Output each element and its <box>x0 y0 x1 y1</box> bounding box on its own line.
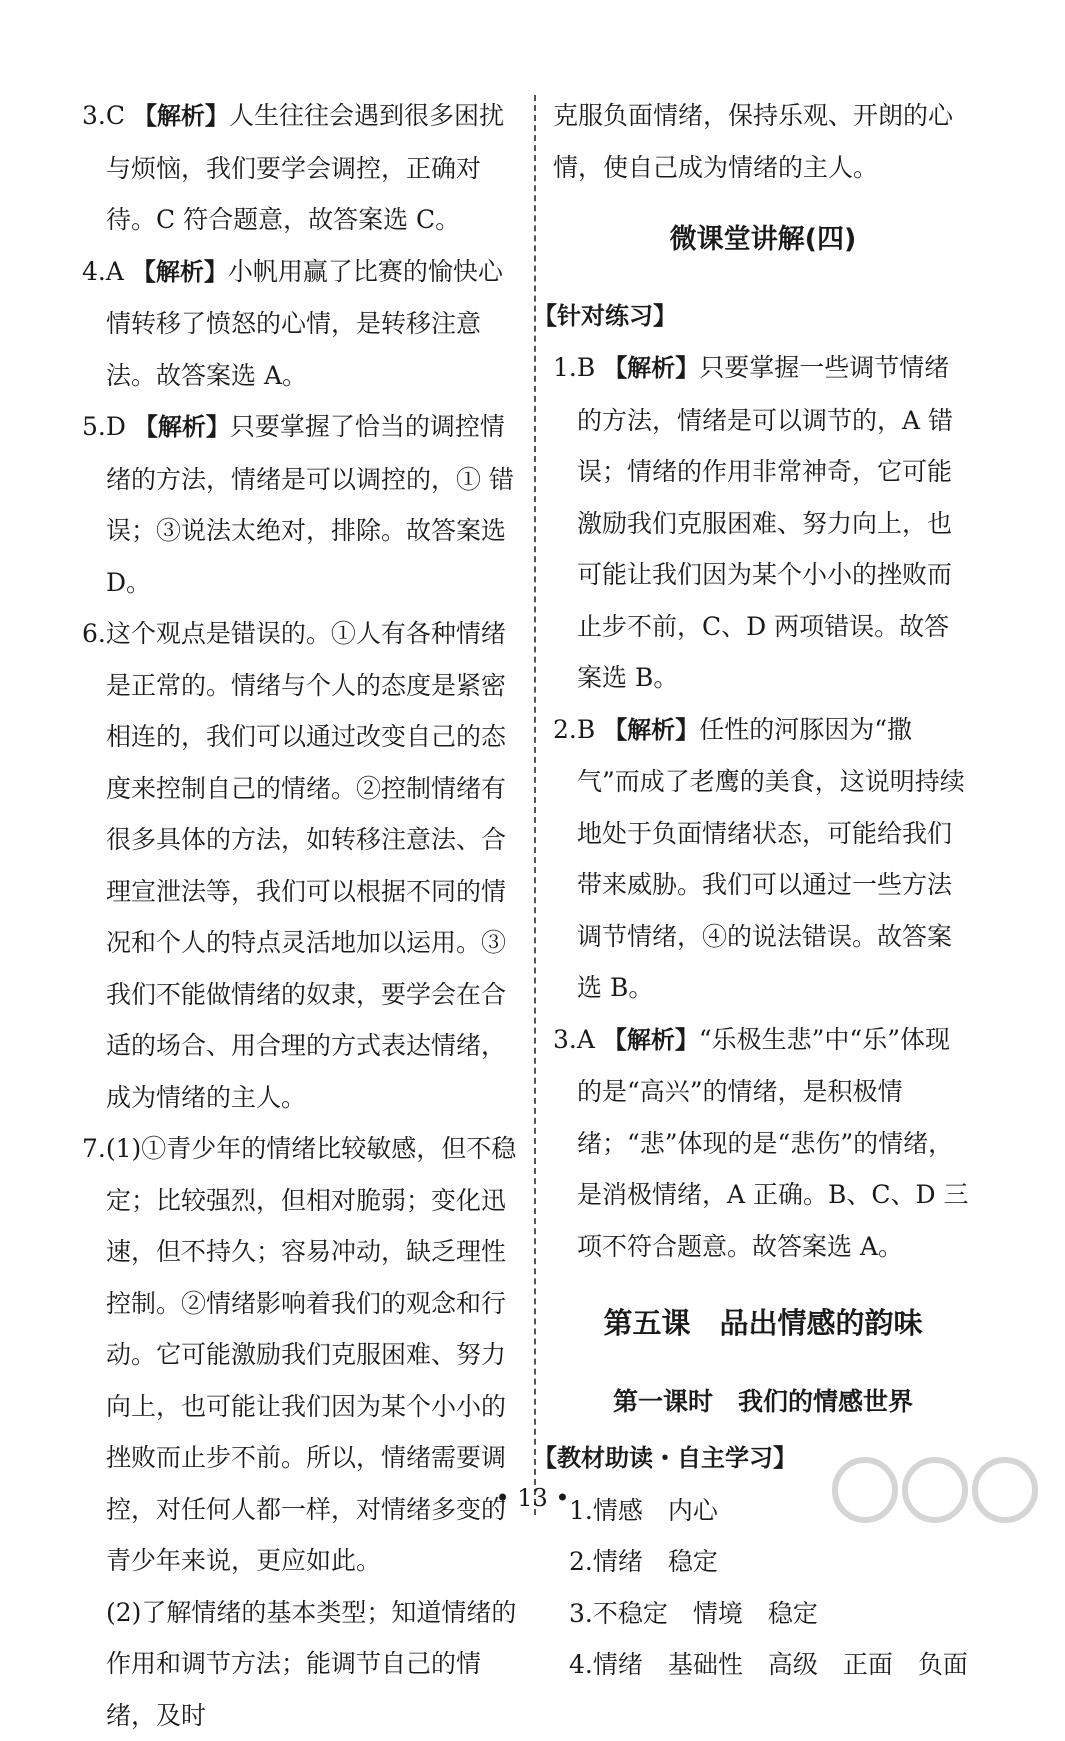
section-title: 微课堂讲解(四) <box>553 214 973 266</box>
question-7-part-2: (2)了解情绪的基本类型；知道情绪的作用和调节方法；能调节自己的情绪，及时 <box>82 1587 518 1741</box>
answer-3: 3.不稳定 情境 稳定 <box>553 1588 973 1640</box>
question-6: 6.这个观点是错误的。①人有各种情绪是正常的。情绪与个人的态度是紧密相连的，我们可以通过改变自己的态度来控制自己的情绪。②控制情绪有很多具体的方法，如转移注意法、合理宣泄法等，我们可以根据不同的情况和个人的特点灵活地加以运用。③我们不能做情绪的奴隶，要学会在合适的场合、用合理的方式表达情绪，成为情绪的主人。 <box>82 608 518 1123</box>
practice-2: 2.B 【解析】任性的河豚因为“撒气”而成了老鹰的美食，这说明持续地处于负面情绪状态，可能给我们带来威胁。我们可以通过一些方法调节情绪，④的说法错误。故答案选 B。 <box>553 704 973 1014</box>
answer-2: 2.情绪 稳定 <box>553 1536 973 1588</box>
page-number: • 13 • <box>0 1484 1065 1512</box>
question-4: 4.A 【解析】小帆用赢了比赛的愉快心情转移了愤怒的心情，是转移注意法。故答案选 A。 <box>82 246 518 402</box>
question-5: 5.D 【解析】只要掌握了恰当的调控情绪的方法，情绪是可以调控的，① 错误；③说法太绝对，排除。故答案选 D。 <box>82 401 518 608</box>
period-title: 第一课时 我们的情感世界 <box>553 1376 973 1428</box>
practice-1: 1.B 【解析】只要掌握一些调节情绪的方法，情绪是可以调节的，A 错误；情绪的作用非常神奇，它可能激励我们克服困难、努力向上，也可能让我们因为某个小小的挫败而止步不前，C、D 两项错误。故答案选 B。 <box>553 342 973 704</box>
answer-4: 4.情绪 基础性 高级 正面 负面 <box>553 1639 973 1691</box>
study-label: 【教材助读・自主学习】 <box>533 1433 973 1485</box>
practice-3: 3.A 【解析】“乐极生悲”中“乐”体现的是“高兴”的情绪，是积极情绪；“悲”体现的是“悲伤”的情绪，是消极情绪，A 正确。B、C、D 三项不符合题意。故答案选 A。 <box>553 1014 973 1273</box>
question-7: 7.(1)①青少年的情绪比较敏感，但不稳定；比较强烈，但相对脆弱；变化迅速，但不持久；容易冲动，缺乏理性控制。②情绪影响着我们的观念和行动。它可能激励我们克服困难、努力向上，也可能让我们因为某个小小的挫败而止步不前。所以，情绪需要调控，对任何人都一样，对情绪多变的青少年来说，更应如此。 <box>82 1123 518 1587</box>
continuation-text: 克服负面情绪，保持乐观、开朗的心情，使自己成为情绪的主人。 <box>553 90 973 193</box>
lesson-title: 第五课 品出情感的韵味 <box>553 1298 973 1350</box>
practice-label: 【针对练习】 <box>533 291 973 343</box>
answer-1: 1.情感 内心 <box>553 1485 973 1537</box>
question-3: 3.C 【解析】人生往往会遇到很多困扰与烦恼，我们要学会调控，正确对待。C 符合题意，故答案选 C。 <box>82 90 518 246</box>
watermark-logo <box>825 1440 1045 1590</box>
